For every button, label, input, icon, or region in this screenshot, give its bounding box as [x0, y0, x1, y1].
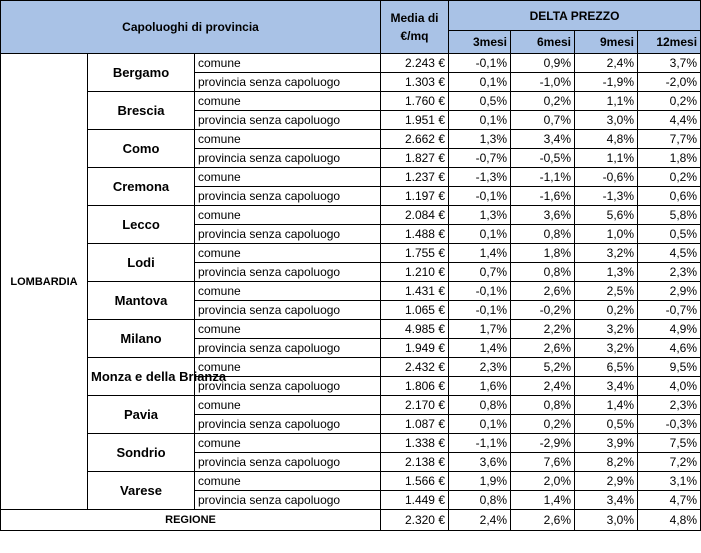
- row-delta-9mesi: -1,3%: [575, 187, 638, 206]
- row-delta-6mesi: 0,8%: [511, 263, 575, 282]
- row-delta-12mesi: 1,8%: [638, 149, 701, 168]
- row-type: provincia senza capoluogo: [195, 111, 381, 130]
- row-delta-12mesi: 4,5%: [638, 244, 701, 263]
- table-row: [1, 130, 701, 149]
- row-delta-3mesi: 0,1%: [449, 73, 511, 92]
- header-capoluoghi: Capoluoghi di provincia: [1, 1, 381, 54]
- row-type: comune: [195, 320, 381, 339]
- table-body: [1, 54, 701, 510]
- row-delta-3mesi: 0,8%: [449, 396, 511, 415]
- row-media: 1.760 €: [381, 92, 449, 111]
- row-delta-9mesi: 6,5%: [575, 358, 638, 377]
- row-type: comune: [195, 92, 381, 111]
- row-delta-6mesi: 2,0%: [511, 472, 575, 491]
- row-media: 1.210 €: [381, 263, 449, 282]
- total-media: 2.320 €: [381, 510, 449, 531]
- row-delta-6mesi: 2,2%: [511, 320, 575, 339]
- row-media: 2.432 €: [381, 358, 449, 377]
- row-delta-3mesi: 2,3%: [449, 358, 511, 377]
- row-delta-12mesi: 7,5%: [638, 434, 701, 453]
- row-delta-12mesi: 2,9%: [638, 282, 701, 301]
- row-delta-12mesi: 0,2%: [638, 92, 701, 111]
- row-delta-6mesi: 0,8%: [511, 396, 575, 415]
- row-type: provincia senza capoluogo: [195, 453, 381, 472]
- row-delta-6mesi: 3,6%: [511, 206, 575, 225]
- region-label: LOMBARDIA: [1, 54, 88, 510]
- row-delta-3mesi: 1,9%: [449, 472, 511, 491]
- row-delta-3mesi: 0,5%: [449, 92, 511, 111]
- row-delta-3mesi: 1,6%: [449, 377, 511, 396]
- row-media: 1.237 €: [381, 168, 449, 187]
- row-media: 1.449 €: [381, 491, 449, 510]
- row-type: comune: [195, 130, 381, 149]
- city-name: Pavia: [88, 396, 195, 434]
- row-media: 2.138 €: [381, 453, 449, 472]
- total-delta-6mesi: 2,6%: [511, 510, 575, 531]
- row-type: provincia senza capoluogo: [195, 73, 381, 92]
- row-type: provincia senza capoluogo: [195, 263, 381, 282]
- row-delta-6mesi: -1,6%: [511, 187, 575, 206]
- row-delta-3mesi: 1,3%: [449, 130, 511, 149]
- row-delta-3mesi: -1,1%: [449, 434, 511, 453]
- row-media: 1.338 €: [381, 434, 449, 453]
- total-row: [1, 510, 701, 531]
- row-delta-12mesi: 9,5%: [638, 358, 701, 377]
- row-delta-12mesi: 0,5%: [638, 225, 701, 244]
- row-type: provincia senza capoluogo: [195, 415, 381, 434]
- header-period-3mesi: 3mesi: [449, 31, 511, 54]
- row-delta-9mesi: 8,2%: [575, 453, 638, 472]
- row-delta-9mesi: 0,2%: [575, 301, 638, 320]
- city-name: Brescia: [88, 92, 195, 130]
- row-delta-9mesi: 4,8%: [575, 130, 638, 149]
- city-name: Como: [88, 130, 195, 168]
- row-delta-9mesi: 1,1%: [575, 149, 638, 168]
- city-name: Milano: [88, 320, 195, 358]
- row-type: comune: [195, 396, 381, 415]
- row-delta-12mesi: 4,6%: [638, 339, 701, 358]
- row-delta-6mesi: -1,0%: [511, 73, 575, 92]
- row-media: 1.303 €: [381, 73, 449, 92]
- row-delta-6mesi: 2,6%: [511, 282, 575, 301]
- city-name: Varese: [88, 472, 195, 510]
- table-row: [1, 358, 701, 377]
- row-type: provincia senza capoluogo: [195, 301, 381, 320]
- row-delta-9mesi: 3,2%: [575, 339, 638, 358]
- row-delta-9mesi: 1,3%: [575, 263, 638, 282]
- header-delta-prezzo: DELTA PREZZO: [449, 1, 701, 31]
- row-type: comune: [195, 358, 381, 377]
- row-delta-3mesi: -0,1%: [449, 187, 511, 206]
- header-media: [381, 1, 449, 54]
- city-name: Mantova: [88, 282, 195, 320]
- row-type: comune: [195, 54, 381, 73]
- row-delta-12mesi: -2,0%: [638, 73, 701, 92]
- row-type: provincia senza capoluogo: [195, 187, 381, 206]
- row-delta-6mesi: 0,9%: [511, 54, 575, 73]
- city-name: Lecco: [88, 206, 195, 244]
- row-delta-12mesi: 3,7%: [638, 54, 701, 73]
- header-media-line1: Media di: [390, 11, 439, 25]
- row-delta-12mesi: 2,3%: [638, 396, 701, 415]
- total-delta-9mesi: 3,0%: [575, 510, 638, 531]
- row-delta-12mesi: 3,1%: [638, 472, 701, 491]
- row-delta-12mesi: 2,3%: [638, 263, 701, 282]
- row-type: provincia senza capoluogo: [195, 491, 381, 510]
- row-delta-6mesi: 7,6%: [511, 453, 575, 472]
- row-type: comune: [195, 472, 381, 491]
- row-delta-9mesi: 3,2%: [575, 320, 638, 339]
- row-delta-3mesi: 0,1%: [449, 111, 511, 130]
- row-delta-3mesi: 0,8%: [449, 491, 511, 510]
- row-media: 4.985 €: [381, 320, 449, 339]
- header-media-line2: €/mq: [400, 29, 429, 43]
- row-media: 1.806 €: [381, 377, 449, 396]
- row-delta-6mesi: -2,9%: [511, 434, 575, 453]
- row-delta-9mesi: 1,0%: [575, 225, 638, 244]
- table-row: [1, 282, 701, 301]
- row-delta-12mesi: 4,0%: [638, 377, 701, 396]
- row-delta-12mesi: 7,2%: [638, 453, 701, 472]
- row-delta-3mesi: 1,3%: [449, 206, 511, 225]
- row-delta-6mesi: 2,6%: [511, 339, 575, 358]
- row-type: comune: [195, 282, 381, 301]
- row-delta-6mesi: 0,7%: [511, 111, 575, 130]
- row-type: provincia senza capoluogo: [195, 225, 381, 244]
- city-name: Lodi: [88, 244, 195, 282]
- row-delta-6mesi: -1,1%: [511, 168, 575, 187]
- table-row: [1, 396, 701, 415]
- row-delta-9mesi: 3,0%: [575, 111, 638, 130]
- row-delta-12mesi: -0,3%: [638, 415, 701, 434]
- row-delta-12mesi: 4,4%: [638, 111, 701, 130]
- row-delta-3mesi: 1,4%: [449, 244, 511, 263]
- row-delta-3mesi: -0,1%: [449, 282, 511, 301]
- row-delta-3mesi: 1,4%: [449, 339, 511, 358]
- row-media: 1.949 €: [381, 339, 449, 358]
- total-label: REGIONE: [1, 510, 381, 531]
- row-type: comune: [195, 206, 381, 225]
- row-media: 1.431 €: [381, 282, 449, 301]
- row-delta-9mesi: 3,9%: [575, 434, 638, 453]
- row-delta-6mesi: -0,2%: [511, 301, 575, 320]
- row-delta-12mesi: 0,2%: [638, 168, 701, 187]
- row-media: 1.087 €: [381, 415, 449, 434]
- row-type: provincia senza capoluogo: [195, 377, 381, 396]
- row-delta-6mesi: 1,8%: [511, 244, 575, 263]
- row-delta-12mesi: 7,7%: [638, 130, 701, 149]
- row-delta-9mesi: 2,4%: [575, 54, 638, 73]
- row-delta-6mesi: 2,4%: [511, 377, 575, 396]
- row-delta-9mesi: 3,4%: [575, 491, 638, 510]
- total-delta-3mesi: 2,4%: [449, 510, 511, 531]
- header-period-9mesi: 9mesi: [575, 31, 638, 54]
- row-delta-3mesi: -0,1%: [449, 301, 511, 320]
- table-row: [1, 244, 701, 263]
- city-name: Bergamo: [88, 54, 195, 92]
- row-media: 2.084 €: [381, 206, 449, 225]
- row-delta-6mesi: 1,4%: [511, 491, 575, 510]
- table-row: [1, 206, 701, 225]
- header-period-12mesi: 12mesi: [638, 31, 701, 54]
- row-delta-9mesi: 3,4%: [575, 377, 638, 396]
- row-delta-3mesi: 0,1%: [449, 225, 511, 244]
- row-media: 1.755 €: [381, 244, 449, 263]
- row-delta-3mesi: 0,1%: [449, 415, 511, 434]
- row-media: 1.566 €: [381, 472, 449, 491]
- row-media: 2.662 €: [381, 130, 449, 149]
- row-delta-3mesi: 1,7%: [449, 320, 511, 339]
- total-delta-12mesi: 4,8%: [638, 510, 701, 531]
- row-delta-9mesi: -1,9%: [575, 73, 638, 92]
- row-media: 1.488 €: [381, 225, 449, 244]
- row-delta-12mesi: 4,7%: [638, 491, 701, 510]
- row-delta-3mesi: -0,1%: [449, 54, 511, 73]
- row-delta-3mesi: 0,7%: [449, 263, 511, 282]
- row-delta-9mesi: 2,5%: [575, 282, 638, 301]
- row-delta-6mesi: 0,2%: [511, 92, 575, 111]
- row-media: 2.170 €: [381, 396, 449, 415]
- row-delta-6mesi: 0,2%: [511, 415, 575, 434]
- row-delta-6mesi: 0,8%: [511, 225, 575, 244]
- row-type: provincia senza capoluogo: [195, 149, 381, 168]
- row-delta-3mesi: -1,3%: [449, 168, 511, 187]
- city-name: Sondrio: [88, 434, 195, 472]
- row-type: provincia senza capoluogo: [195, 339, 381, 358]
- row-delta-3mesi: -0,7%: [449, 149, 511, 168]
- row-delta-6mesi: 3,4%: [511, 130, 575, 149]
- table-row: [1, 168, 701, 187]
- row-type: comune: [195, 244, 381, 263]
- row-delta-6mesi: -0,5%: [511, 149, 575, 168]
- row-delta-9mesi: 3,2%: [575, 244, 638, 263]
- table-row: [1, 472, 701, 491]
- row-media: 1.827 €: [381, 149, 449, 168]
- row-delta-12mesi: 4,9%: [638, 320, 701, 339]
- row-delta-3mesi: 3,6%: [449, 453, 511, 472]
- row-delta-9mesi: 0,5%: [575, 415, 638, 434]
- city-name: Monza e della Brianza: [88, 358, 195, 396]
- city-name: Cremona: [88, 168, 195, 206]
- row-type: comune: [195, 434, 381, 453]
- row-delta-12mesi: -0,7%: [638, 301, 701, 320]
- row-delta-6mesi: 5,2%: [511, 358, 575, 377]
- table-row: [1, 92, 701, 111]
- row-delta-9mesi: 5,6%: [575, 206, 638, 225]
- row-delta-9mesi: 1,1%: [575, 92, 638, 111]
- row-delta-9mesi: 1,4%: [575, 396, 638, 415]
- table-row: [1, 54, 701, 73]
- row-delta-12mesi: 0,6%: [638, 187, 701, 206]
- row-delta-9mesi: 2,9%: [575, 472, 638, 491]
- row-media: 1.065 €: [381, 301, 449, 320]
- table-row: [1, 434, 701, 453]
- row-type: comune: [195, 168, 381, 187]
- header-period-6mesi: 6mesi: [511, 31, 575, 54]
- row-media: 1.197 €: [381, 187, 449, 206]
- table-row: [1, 320, 701, 339]
- row-media: 1.951 €: [381, 111, 449, 130]
- row-delta-9mesi: -0,6%: [575, 168, 638, 187]
- row-delta-12mesi: 5,8%: [638, 206, 701, 225]
- row-media: 2.243 €: [381, 54, 449, 73]
